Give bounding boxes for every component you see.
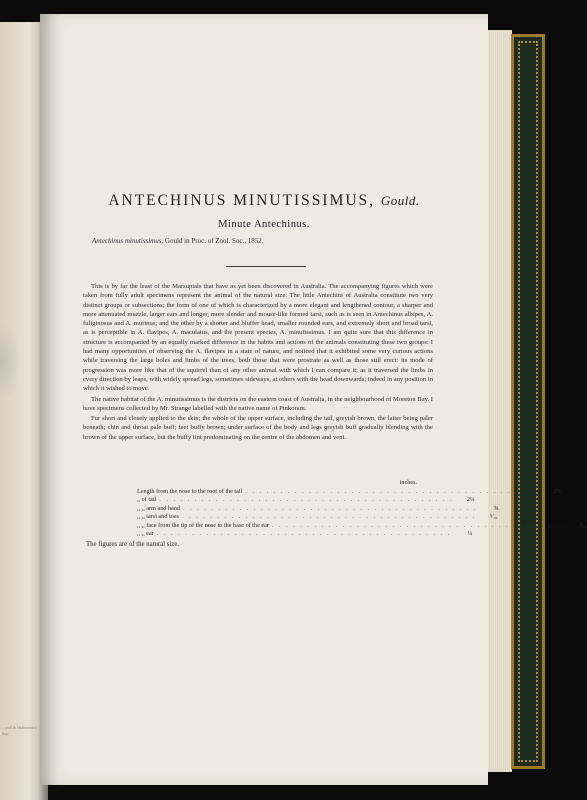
measurement-label: ,, of tail <box>137 496 157 504</box>
measurement-value: 2½ <box>553 488 561 495</box>
synonym-line <box>92 237 452 245</box>
measurement-value: 2¼ <box>466 496 475 504</box>
species-name: ANTECHINUS MINUTISSIMUS, <box>108 192 376 209</box>
leader-dots: . . . . . . . . . . . . . . . . . . . . . . . . . . . . . . . . . . . . . . . . . . <box>182 504 478 512</box>
leader-dots: . . . . . . . . . . . . . . . . . . . . . . . . . . . . . . . . . . . . . . . . . . <box>245 488 540 495</box>
species-authority: Gould. <box>380 193 420 208</box>
divider-rule <box>226 266 306 267</box>
measurement-value: ¼ <box>467 530 473 538</box>
leader-dots: . . . . . . . . . . . . . . . . . . . . . . . . . . . . . . . . . . . . . . . . . . <box>181 513 477 521</box>
leader-dots: . . . . . . . . . . . . . . . . . . . . . . . . . . . . . . . . . . . . . . . . . . <box>159 496 454 504</box>
measurement-row <box>137 504 499 513</box>
leader-dots: . . . . . . . . . . . . . . . . . . . . . . . . . . . . . . . . . . . . . . . . . . <box>156 530 452 538</box>
document-page <box>40 14 587 785</box>
measurements-table <box>137 479 587 538</box>
measurement-value: ⁵⁄₁₆ <box>489 513 498 521</box>
measurement-row <box>137 496 475 504</box>
measurement-label: ,, ,, face from the tip of the nose to the base of the ear <box>137 521 269 529</box>
paragraph-description: This is by far the least of the Marsupials that have as yet been discovered in Australia. The accompanying figures which were taken from fully adult specimens represent the animal of the natural size. The little Antechini of Australia constitute two very distinct groups or subsections; the form of one of which is characterized by a more elegant and lengthened contour, a sharper and more attenuated muzzle, larger ears and longer, more slender and mouse-like formed tarsi, such as is seen in Antechinus albipes, A. fuliginosus and A. murinus; and the other by a shorter and bluffer head, smaller rounded ears, and extremely short and broad tarsi, as is perceptible in A. flavipes, A. maculatus, and the present species, A. minutissimus. I am quite sure that this difference in structure is accompanied by an equally marked difference in the habits and actions of the animals constituting these two groups: I had many opportunities of observing the A. flavipes in a state of nature, and noticed that it exhibited some very curious actions while traversing the large boles and limbs of the trees, both those that were prostrate as well as those still erect: its mode of progression was more like that of the squirrel than of any other animal with which I can compare it; as it traversed the limbs in every direction by leaps, with widely spread legs, sometimes sideways, at others with the head downwards; indeed in any position in which it wished to move. <box>83 283 433 393</box>
measurement-label: ,, ,, arm and hand <box>137 504 180 512</box>
leader-dots: . . . . . . . . . . . . . . . . . . . . . . . . . . . . . . . . . . . . . . . . . . <box>271 521 567 529</box>
common-name: Minute Antechinus. <box>218 219 310 230</box>
measurement-row <box>137 530 473 538</box>
measurement-row <box>137 521 587 530</box>
paragraph-habitat: The native habitat of the A. minutissimus is the districts on the eastern coast of Australia, in the neighbourhood of Moreton Bay. I have specimens collected by Mr. Strange labelled with the native name of Pinkoram. <box>83 395 433 412</box>
measurement-value: ⅝ <box>493 504 499 512</box>
measurement-label: Length from the nose to the root of the tail <box>137 488 243 495</box>
figures-note: The figures are of the natural size. <box>86 541 180 548</box>
synonym-reference: Gould in Proc. of Zool. Soc., 1852. <box>164 237 264 245</box>
book-cover-edge <box>511 34 545 769</box>
imprint-text: ...wall & Hullmandel, Imp. <box>2 725 37 736</box>
measurement-value: ⁹⁄₁₆ <box>579 521 587 529</box>
measurement-label: ,, ,, ear <box>137 530 154 538</box>
measurement-row <box>137 488 561 496</box>
measurement-row <box>137 513 498 521</box>
synonym-name: Antechinus minutissimus, <box>92 237 164 245</box>
measurements-unit: inches. <box>399 479 417 486</box>
page-edges <box>486 30 512 772</box>
left-page-illustration-fragment <box>0 322 22 402</box>
paragraph-fur: Fur short and closely applied to the skin; the whole of the upper surface, including the tail, greyish brown, the latter being paler beneath; chin and throat pale buff; feet buffy brown; under surface of the body and legs greyish buff gradually blending with the brown of the upper surface, but the buffy tint predominating on the centre of the abdomen and vent. <box>83 415 433 441</box>
gilt-border <box>518 41 538 762</box>
species-title <box>40 192 488 210</box>
body-text <box>83 282 433 442</box>
measurement-label: ,, ,, tarsi and toes <box>137 513 179 521</box>
